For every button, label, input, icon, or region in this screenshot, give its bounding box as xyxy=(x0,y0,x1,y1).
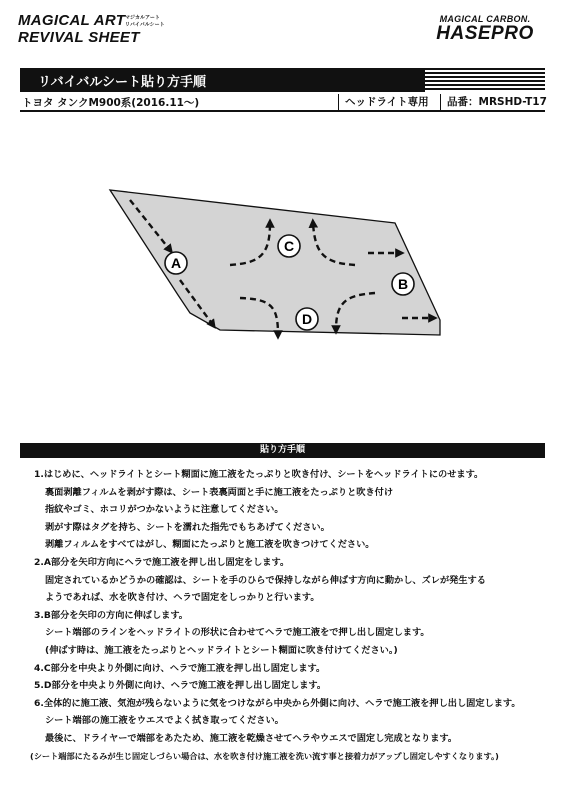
instruction-line: 5.D部分を中央より外側に向け、ヘラで施工液を押し出し固定します。 xyxy=(34,680,327,692)
svg-text:D: D xyxy=(301,311,313,327)
instruction-line: 1.はじめに、ヘッドライトとシート糊面に施工液をたっぷりと吹き付け、シートをヘッドライトにのせます。 xyxy=(34,469,484,480)
part-number: 品番：MRSHD-T17 xyxy=(440,94,547,110)
company-name: HASEPRO xyxy=(436,23,534,44)
svg-text:B: B xyxy=(397,276,409,292)
logo-subtitle xyxy=(125,15,165,29)
vehicle-model: トヨタ タンクM900系(2016.11〜) xyxy=(22,97,200,109)
label-c xyxy=(278,235,300,257)
product-type: ヘッドライト専用 xyxy=(338,94,441,110)
brand-logo-left xyxy=(18,12,248,52)
instruction-steps xyxy=(30,466,544,765)
product-info-row xyxy=(20,94,545,112)
instruction-line: シート端部のラインをヘッドライトの形状に合わせてヘラで施工液をで押し出し固定します。 xyxy=(45,627,430,639)
page-title: リバイバルシート貼り方手順 xyxy=(38,75,207,90)
section-title: 貼り方手順 xyxy=(20,443,545,458)
instruction-line: ようであれば、水を吹き付け、ヘラで固定をしっかりと行います。 xyxy=(45,592,320,604)
instruction-line: 最後に、ドライヤーで端部をあたため、施工液を乾燥させてヘラやウエスで固定し完成となります。 xyxy=(45,732,458,744)
instruction-line: シート端部の施工液をウエスでよく拭き取ってください。 xyxy=(45,715,284,727)
instruction-line: 3.B部分を矢印の方向に伸ばします。 xyxy=(34,609,188,621)
svg-text:C: C xyxy=(283,238,295,254)
logo-line-1: MAGICAL ART xyxy=(18,12,126,29)
instruction-line: (伸ばす時は、施工液をたっぷりとヘッドライトとシート糊面に吹き付けてください。) xyxy=(45,644,398,656)
logo-title xyxy=(18,12,140,46)
instruction-line: 剥がす際はタグを持ち、シートを濡れた指先でもちあげてください。 xyxy=(45,521,330,533)
brand-name: MAGICAL CARBON. xyxy=(439,14,531,24)
logo-line-2: REVIVAL SHEET xyxy=(18,29,140,46)
title-block xyxy=(20,68,425,92)
label-d xyxy=(296,308,318,330)
instruction-line: 固定されているかどうかの確認は、シートを手のひらで保持しながら伸ばす方向に動かし、ズレが発生する xyxy=(45,574,486,586)
instruction-line: 6.全体的に施工液、気泡が残らないように気をつけながら中央から外側に向け、ヘラで施工液を押し出し固定します。 xyxy=(34,697,521,709)
instruction-line: 指紋やゴミ、ホコリがつかないように注意してください。 xyxy=(45,504,284,516)
label-b xyxy=(392,273,414,295)
logo-sub-2: リバイバルシート xyxy=(125,22,165,28)
instruction-line: 4.C部分を中央より外側に向け、ヘラで施工液を押し出し固定します。 xyxy=(34,662,326,674)
title-bar xyxy=(20,68,545,92)
instruction-line: 裏面剥離フィルムを剥がす際は、シート表裏両面と手に施工液をたっぷりと吹き付け xyxy=(45,486,394,498)
instruction-line: 2.A部分を矢印方向にヘラで施工液を押し出し固定をします。 xyxy=(34,556,290,568)
brand-logo-right xyxy=(425,14,545,44)
footnote: (シート端部にたるみが生じ固定しづらい場合は、水を吹き付け施工液を洗い流す事と接着力がアップし固定しやすくなります。) xyxy=(30,750,499,761)
label-a xyxy=(165,252,187,274)
title-stripes xyxy=(425,68,545,92)
instruction-line: 剥離フィルムをすべてはがし、糊面にたっぷりと施工液を吹きつけてください。 xyxy=(45,539,375,551)
svg-text:A: A xyxy=(170,255,182,271)
logo-sub-1: マジカルアート xyxy=(125,15,160,21)
application-diagram xyxy=(100,185,460,345)
